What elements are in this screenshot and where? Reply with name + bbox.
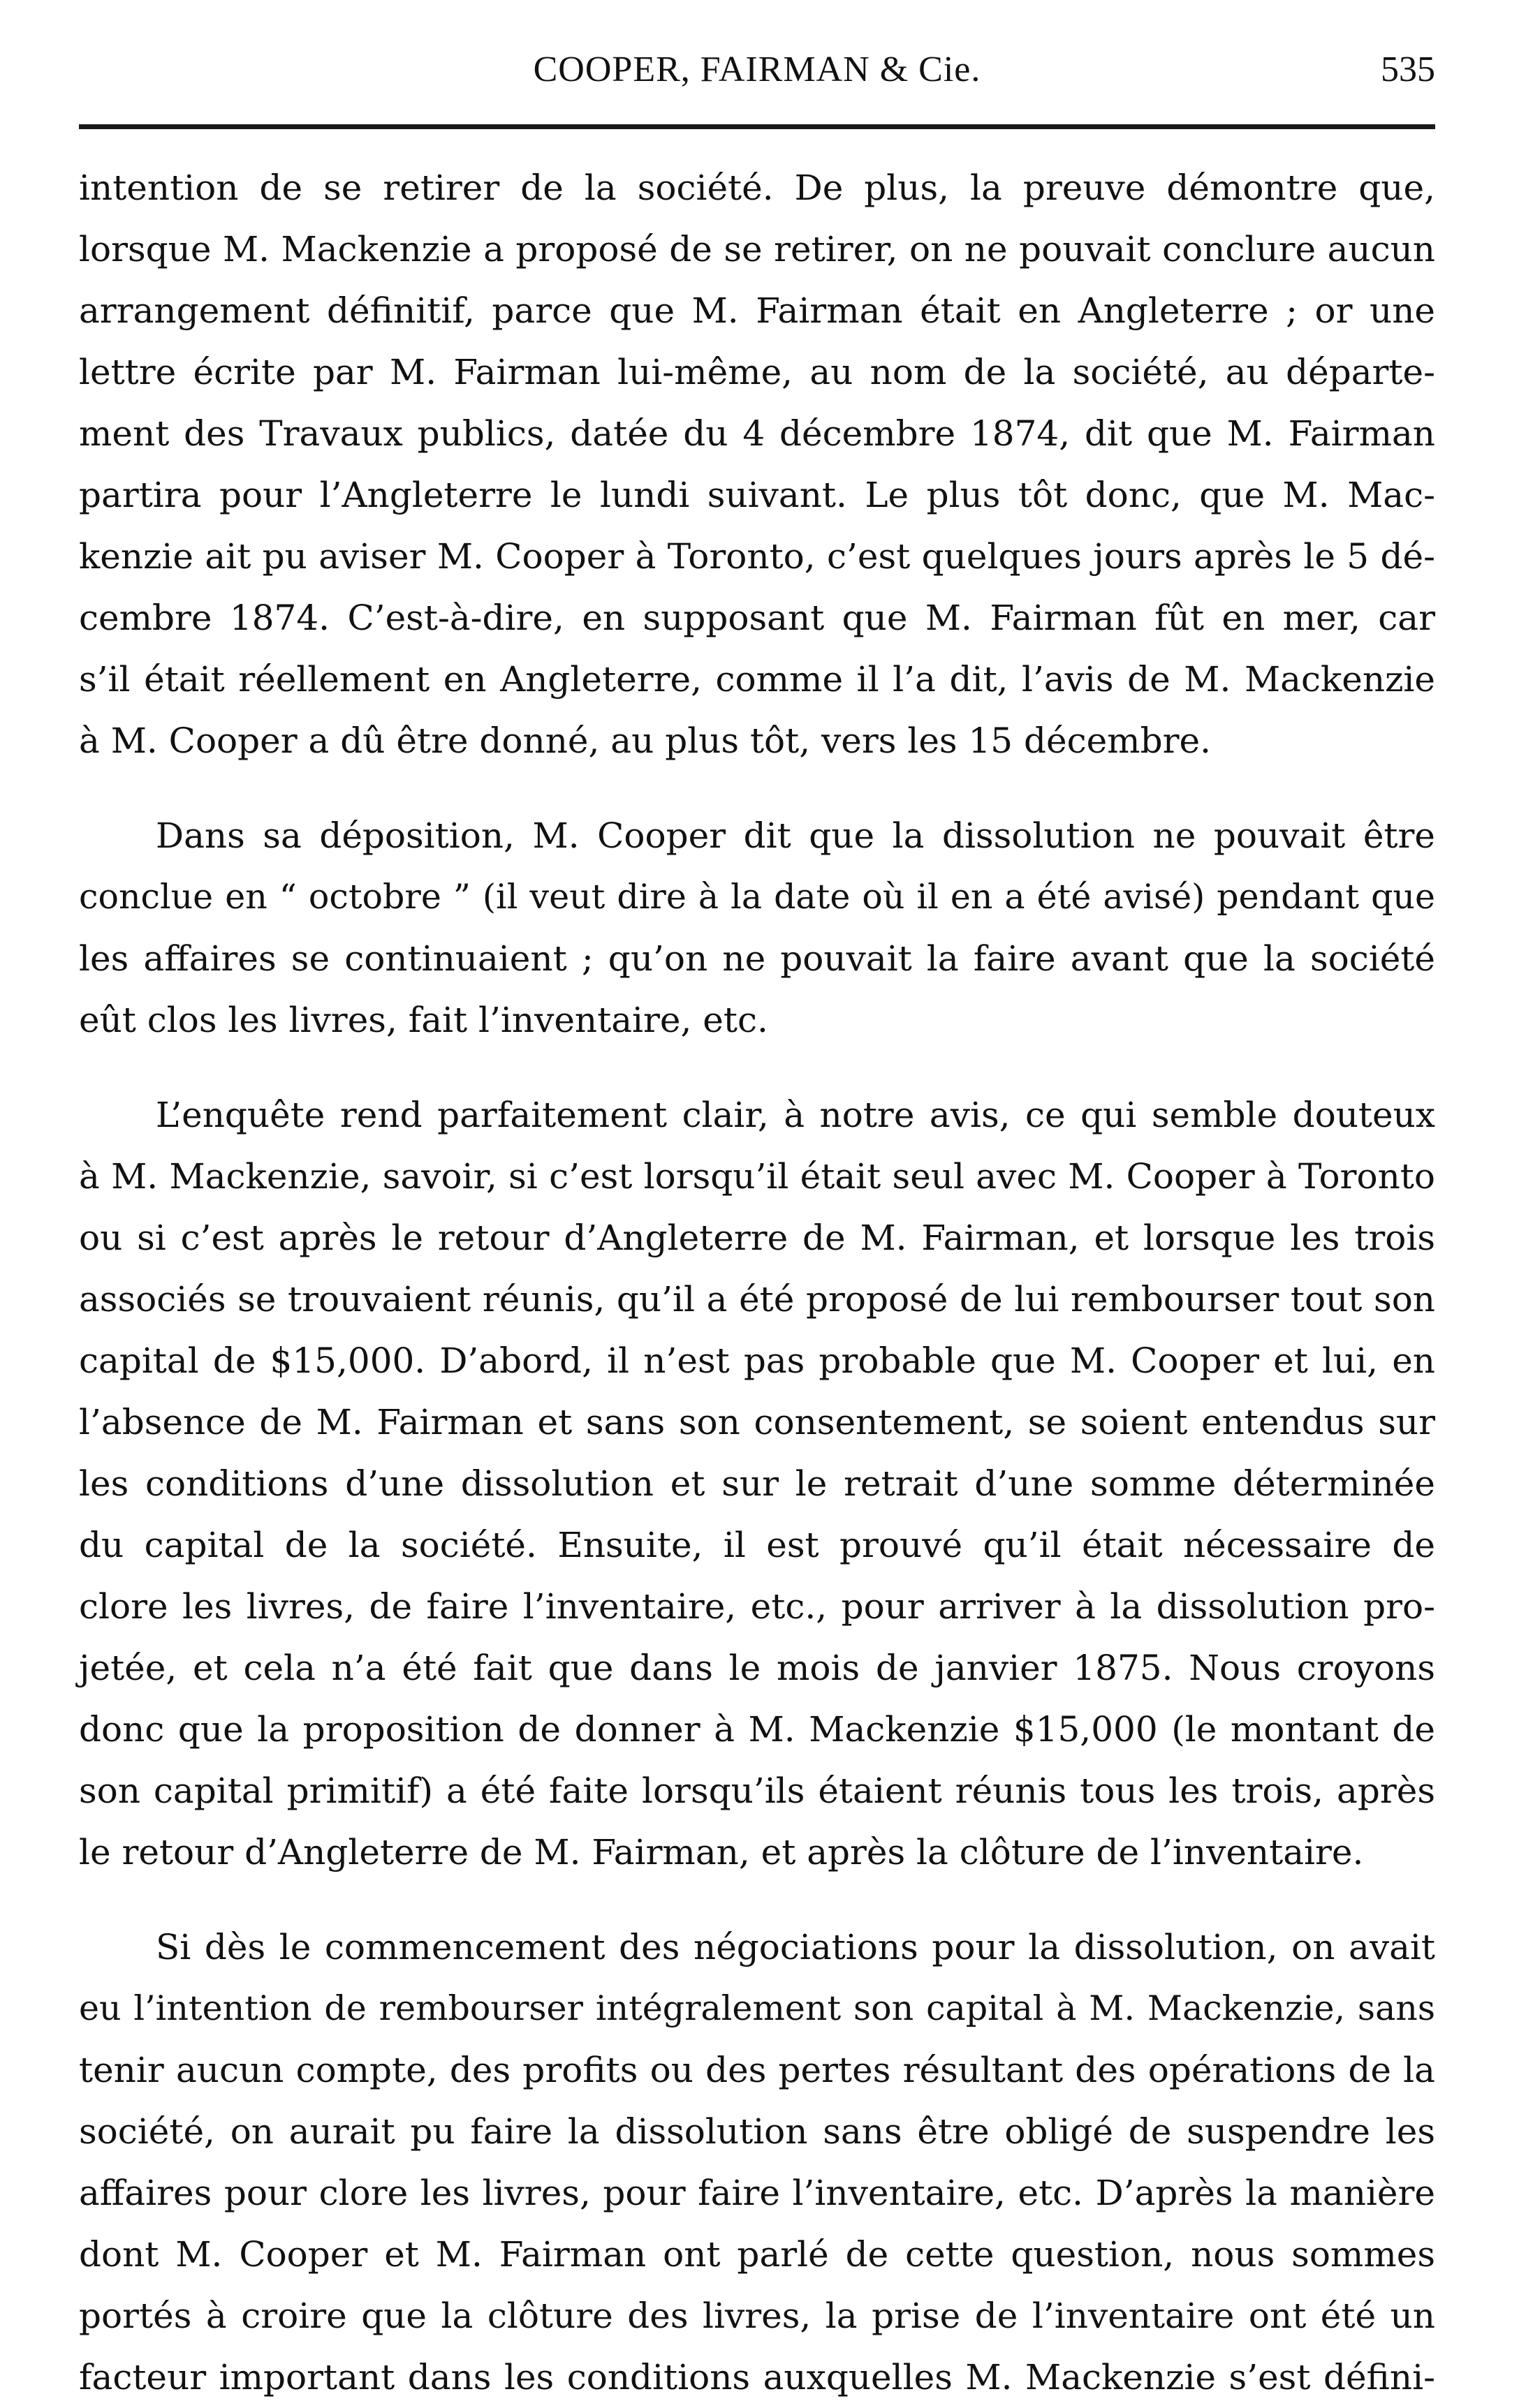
text-line: ou si c’est après le retour d’Angleterre de M. Fairman, et lorsque les trois <box>79 1218 1435 1258</box>
running-header <box>79 42 1435 105</box>
text-line: ment des Travaux publics, datée du 4 décembre 1874, dit que M. Fairman <box>79 413 1435 454</box>
text-line: du capital de la société. Ensuite, il est prouvé qu’il était nécessaire de <box>79 1525 1435 1565</box>
paragraph <box>79 1916 1435 2408</box>
running-title: COOPER, FAIRMAN & Cie. <box>533 50 981 89</box>
text-line: lorsque M. Mackenzie a proposé de se retirer, on ne pouvait conclure aucun <box>79 229 1435 269</box>
text-line: intention de se retirer de la société. De plus, la preuve démontre que, <box>79 168 1435 208</box>
text-line: à M. Mackenzie, savoir, si c’est lorsqu’il était seul avec M. Cooper à Toronto <box>79 1156 1435 1197</box>
text-line: son capital primitif) a été faite lorsqu’ils étaient réunis tous les trois, après <box>79 1771 1435 1811</box>
page-number: 535 <box>1381 50 1435 89</box>
paragraph <box>79 157 1435 771</box>
text-line: l’absence de M. Fairman et sans son consentement, se soient entendus sur <box>79 1402 1435 1442</box>
text-line: eût clos les livres, fait l’inventaire, etc. <box>79 1000 768 1040</box>
text-line: arrangement définitif, parce que M. Fairman était en Angleterre ; or une <box>79 290 1435 331</box>
body-text <box>79 157 1435 2408</box>
text-line: associés se trouvaient réunis, qu’il a été proposé de lui rembourser tout son <box>79 1279 1435 1320</box>
text-line: facteur important dans les conditions auxquelles M. Mackenzie s’est défini- <box>79 2357 1435 2398</box>
text-line: partira pour l’Angleterre le lundi suivant. Le plus tôt donc, que M. Mac- <box>79 475 1435 515</box>
header-rule <box>79 124 1435 129</box>
text-line: conclue en “ octobre ” (il veut dire à la date où il en a été avisé) pendant que <box>79 877 1435 917</box>
paragraph <box>79 1084 1435 1883</box>
text-line: les affaires se continuaient ; qu’on ne pouvait la faire avant que la société <box>79 938 1435 979</box>
text-line: Dans sa déposition, M. Cooper dit que la dissolution ne pouvait être <box>156 815 1435 856</box>
text-line: kenzie ait pu aviser M. Cooper à Toronto, c’est quelques jours après le 5 dé- <box>79 536 1435 577</box>
paragraph <box>79 805 1435 1051</box>
text-line: clore les livres, de faire l’inventaire, etc., pour arriver à la dissolution pro- <box>79 1586 1435 1627</box>
text-line: portés à croire que la clôture des livres, la prise de l’inventaire ont été un <box>79 2296 1435 2336</box>
text-line: jetée, et cela n’a été fait que dans le mois de janvier 1875. Nous croyons <box>79 1648 1435 1688</box>
text-line: eu l’intention de rembourser intégralement son capital à M. Mackenzie, sans <box>79 1988 1435 2028</box>
text-line: lettre écrite par M. Fairman lui-même, au nom de la société, au départe- <box>79 352 1435 392</box>
text-line: cembre 1874. C’est-à-dire, en supposant que M. Fairman fût en mer, car <box>79 598 1435 638</box>
text-line: capital de $15,000. D’abord, il n’est pas probable que M. Cooper et lui, en <box>79 1340 1435 1381</box>
text-line: donc que la proposition de donner à M. Mackenzie $15,000 (le montant de <box>79 1709 1435 1750</box>
text-line: L’enquête rend parfaitement clair, à notre avis, ce qui semble douteux <box>156 1095 1435 1135</box>
text-line: dont M. Cooper et M. Fairman ont parlé de cette question, nous sommes <box>79 2234 1435 2275</box>
text-line: affaires pour clore les livres, pour faire l’inventaire, etc. D’après la manière <box>79 2173 1435 2213</box>
text-line: société, on aurait pu faire la dissolution sans être obligé de suspendre les <box>79 2111 1435 2152</box>
text-line: tenir aucun compte, des profits ou des pertes résultant des opérations de la <box>79 2050 1435 2090</box>
text-line: s’il était réellement en Angleterre, comme il l’a dit, l’avis de M. Mackenzie <box>79 659 1435 700</box>
text-line: les conditions d’une dissolution et sur le retrait d’une somme déterminée <box>79 1463 1435 1504</box>
text-line: le retour d’Angleterre de M. Fairman, et après la clôture de l’inventaire. <box>79 1832 1364 1873</box>
text-line: Si dès le commencement des négociations pour la dissolution, on avait <box>156 1927 1435 1967</box>
text-line: à M. Cooper a dû être donné, au plus tôt, vers les 15 décembre. <box>79 721 1211 761</box>
